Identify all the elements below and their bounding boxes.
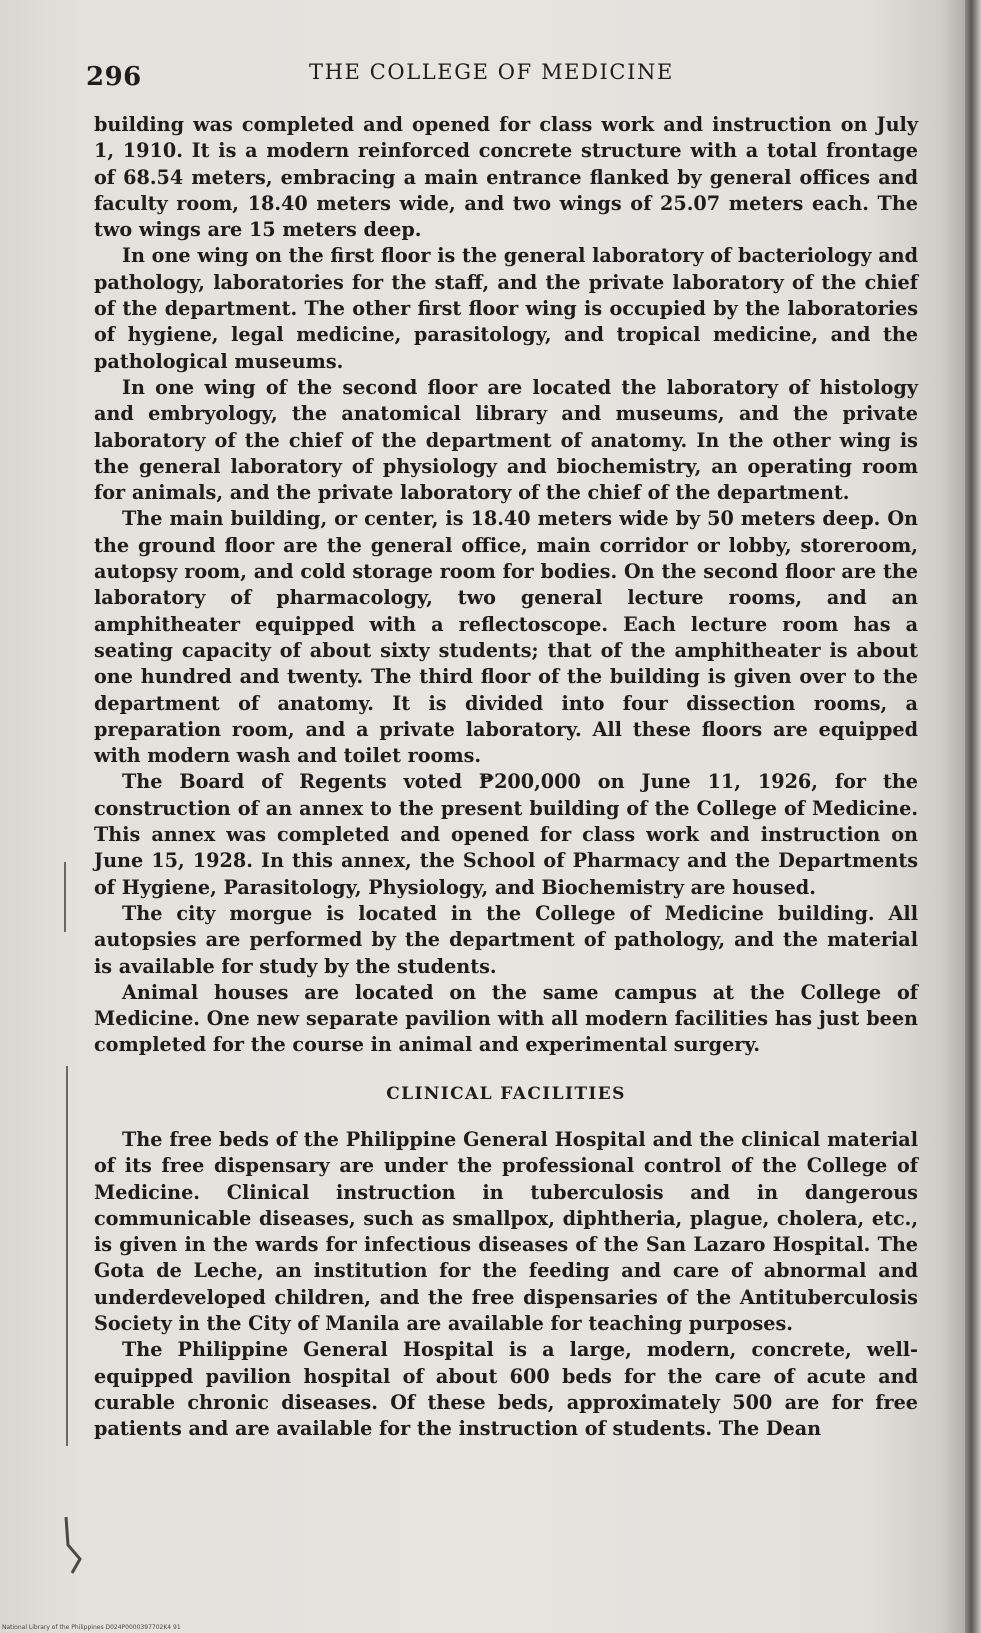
- paragraph: In one wing on the first floor is the general laboratory of bacteriology and pathology, laboratories for the staff, and the private laboratory of the chief of the department. The other first floor wing is occupied by the laboratories of hygiene, legal medicine, parasitology, and tropical medicine, and the pathological museums.: [94, 244, 918, 373]
- paragraph: The city morgue is located in the College of Medicine building. All autopsies are performed by the department of pathology, and the material is available for study by the students.: [94, 901, 918, 978]
- page-body: [94, 112, 918, 1443]
- margin-pencil-mark: [64, 862, 66, 932]
- corner-pencil-mark: [62, 1515, 102, 1575]
- page-header: [86, 56, 926, 96]
- paragraph: The free beds of the Philippine General Hospital and the clinical material of its free dispensary are under the professional control of the College of Medicine. Clinical instruction in tuberculosis and in dangerous communicable diseases, such as smallpox, diphtheria, plague, cholera, etc., is given in the wards for infectious diseases of the San Lazaro Hospital. The Gota de Leche, an institution for the feeding and care of abnormal and underdeveloped children, and the free dispensaries of the Antituberculosis Society in the City of Manila are available for teaching purposes.: [94, 1127, 918, 1336]
- book-spine-shadow: [965, 0, 981, 1633]
- paragraph: The Board of Regents voted ₱200,000 on June 11, 1926, for the construction of an annex to the present building of the College of Medicine. This annex was completed and opened for class work and instruction on June 15, 1928. In this annex, the School of Pharmacy and the Departments of Hygiene, Parasitology, Physiology, and Biochemistry are housed.: [94, 770, 918, 899]
- margin-pencil-mark: [66, 1066, 68, 1446]
- paragraph: The Philippine General Hospital is a large, modern, concrete, well-equipped pavilion hospital of about 600 beds for the care of acute and curable chronic diseases. Of these beds, approximately 500 are for free patients and are available for the instruction of students. The Dean: [94, 1338, 918, 1441]
- paragraph: The main building, or center, is 18.40 meters wide by 50 meters deep. On the ground floor are the general office, main corridor or lobby, storeroom, autopsy room, and cold storage room for bodies. On the second floor are the laboratory of pharmacology, two general lecture rooms, and an amphitheater equipped with a reflectoscope. Each lecture room has a seating capacity of about sixty students; that of the amphitheater is about one hundred and twenty. The third floor of the building is given over to the department of anatomy. It is divided into four dissection rooms, a preparation room, and a private laboratory. All these floors are equipped with modern wash and toilet rooms.: [94, 507, 918, 768]
- paragraph: In one wing of the second floor are located the laboratory of histology and embryology, the anatomical library and museums, and the private laboratory of the chief of the department of anatomy. In the other wing is the general laboratory of physiology and biochemistry, an operating room for animals, and the private laboratory of the chief of the department.: [94, 375, 918, 505]
- paragraph: building was completed and opened for class work and instruction on July 1, 1910. It is a modern reinforced concrete structure with a total frontage of 68.54 meters, embracing a main entrance flanked by general offices and faculty room, 18.40 meters wide, and two wings of 25.07 meters each. The two wings are 15 meters deep.: [94, 113, 918, 242]
- running-head: THE COLLEGE OF MEDICINE: [309, 60, 674, 84]
- page-number: 296: [86, 62, 142, 92]
- paragraph: Animal houses are located on the same campus at the College of Medicine. One new separate pavilion with all modern facilities has just been completed for the course in animal and experimental surgery.: [94, 980, 918, 1057]
- library-stamp: National Library of the Philippines D024P0000397702K4 91: [2, 1624, 181, 1631]
- section-heading: CLINICAL FACILITIES: [386, 1083, 626, 1104]
